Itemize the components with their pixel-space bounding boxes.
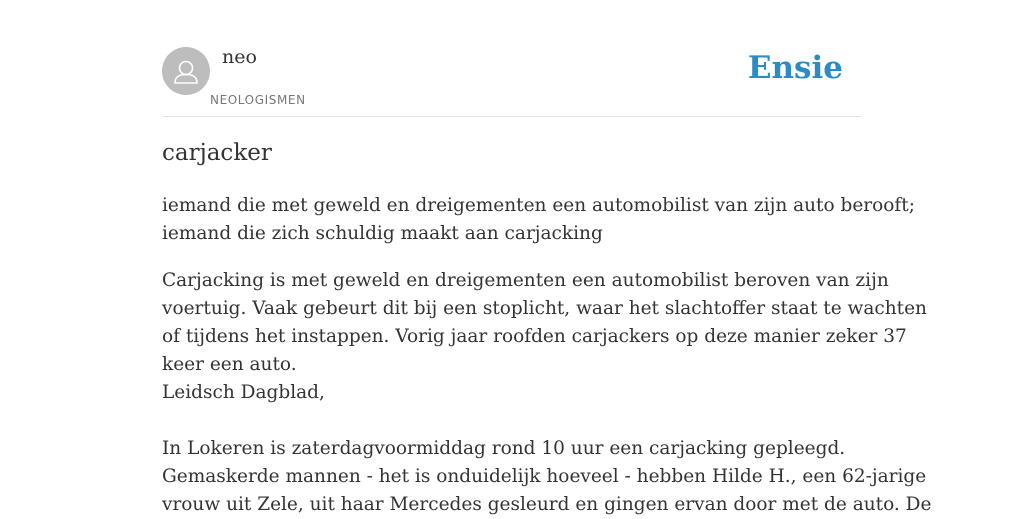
definition-line: iemand die zich schuldig maakt aan carjacking [162, 223, 603, 244]
example-text [162, 267, 932, 519]
example-line: of tijdens het instappen. Vorig jaar roofden carjackers op deze manier zeker 37 [162, 326, 907, 347]
example-line: Gemaskerde mannen - het is onduidelijk hoeveel - hebben Hilde H., een 62-jarige [162, 466, 927, 487]
username-link[interactable]: neo [222, 46, 257, 68]
example-line: In Lokeren is zaterdagvoormiddag rond 10 uur een carjacking gepleegd. [162, 438, 846, 459]
example-line: Carjacking is met geweld en dreigementen een automobilist beroven van zijn [162, 270, 889, 291]
category-link[interactable]: NEOLOGISMEN [210, 93, 306, 107]
definition-line: iemand die met geweld en dreigementen een automobilist van zijn auto berooft; [162, 195, 915, 216]
user-avatar[interactable] [162, 47, 210, 95]
page-container [162, 0, 932, 515]
example-line: vrouw uit Zele, uit haar Mercedes gesleurd en gingen ervan door met de auto. De [162, 494, 932, 515]
example-source: Leidsch Dagblad, [162, 382, 325, 403]
word-title: carjacker [162, 140, 272, 166]
example-line: voertuig. Vaak gebeurt dit bij een stoplicht, waar het slachtoffer staat te wachten [162, 298, 927, 319]
definition-text [162, 192, 915, 248]
brand-logo[interactable]: Ensie [747, 50, 843, 86]
example-line: keer een auto. [162, 354, 297, 375]
page-header [162, 0, 862, 117]
user-icon [162, 47, 210, 95]
paragraph-gap [162, 407, 862, 435]
